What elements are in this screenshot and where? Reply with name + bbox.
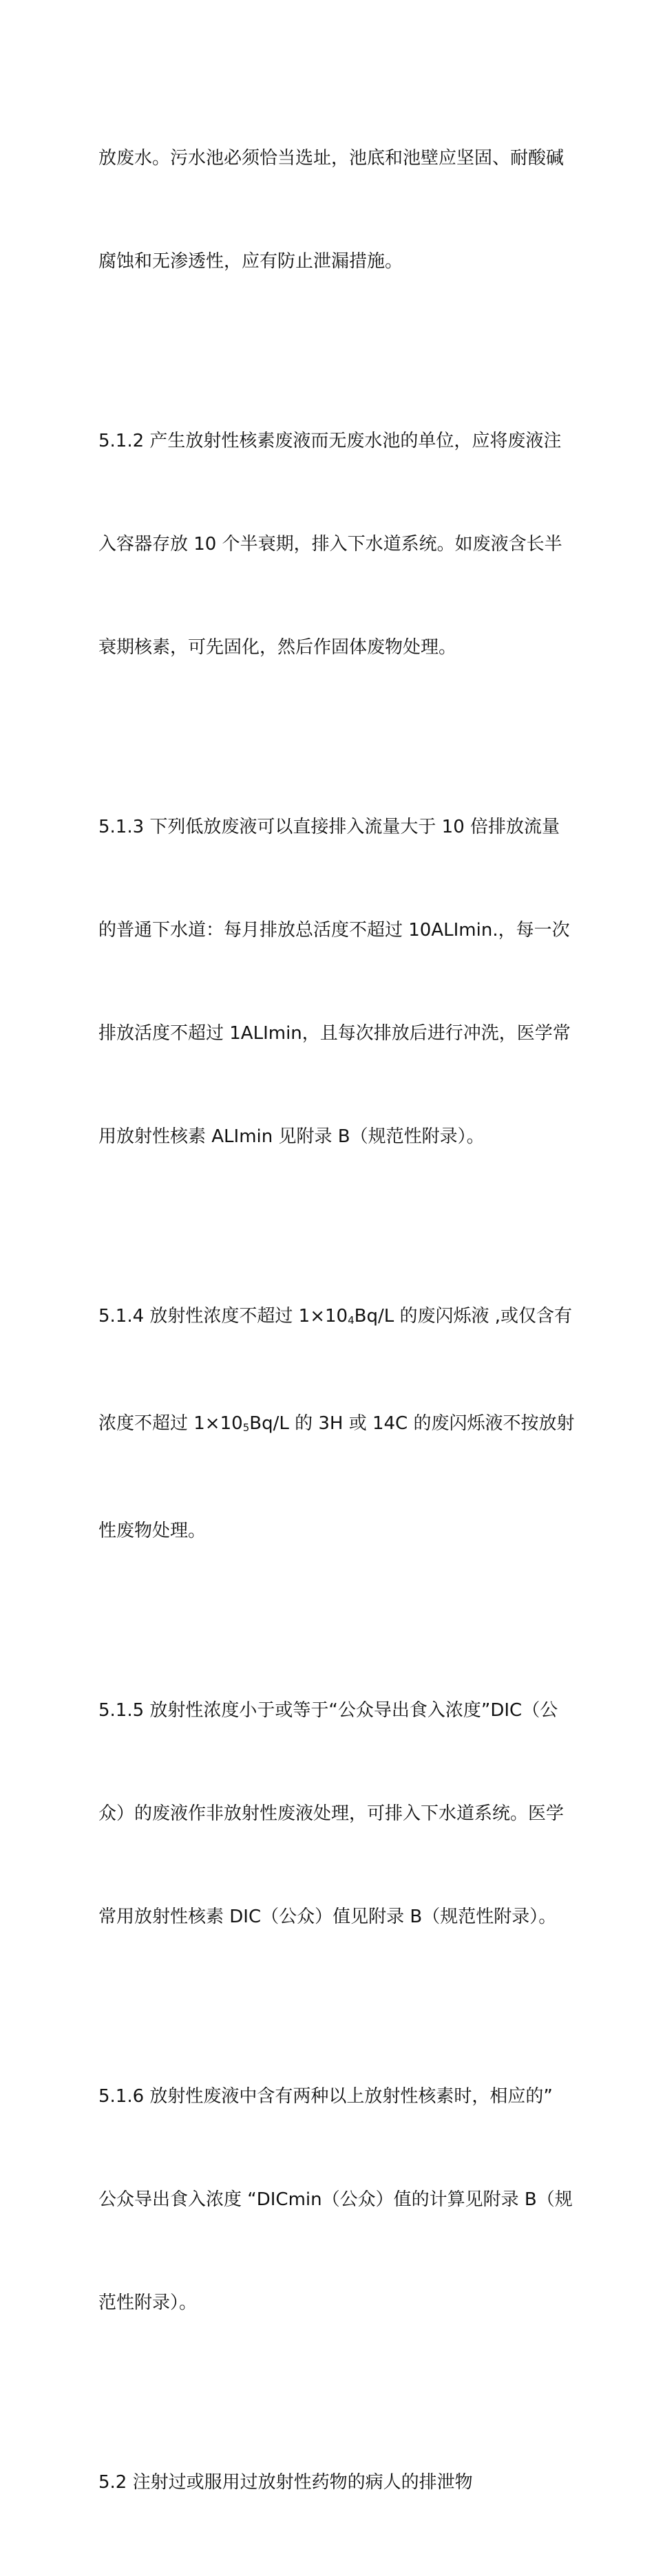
- text-line: [98, 1299, 573, 1338]
- text-line: 性废物处理。: [98, 1521, 207, 1541]
- text-segment: 浓度不超过 1×10: [98, 1413, 243, 1434]
- text-line: 5.1.2 产生放射性核素废液而无废水池的单位，应将废液注: [98, 431, 562, 451]
- subscript-exponent: 4: [348, 1314, 355, 1327]
- text-line: 的普通下水道：每月排放总活度不超过 10ALImin.，每一次: [98, 920, 570, 941]
- text-line: 5.1.5 放射性浓度小于或等于“公众导出食入浓度”DIC（公: [98, 1700, 558, 1721]
- document-body: [98, 72, 575, 2576]
- text-line: 用放射性核素 ALImin 见附录 B（规范性附录）。: [98, 1126, 485, 1147]
- text-line: 5.1.6 放射性废液中含有两种以上放射性核素时，相应的”: [98, 2086, 553, 2107]
- paragraph-5-1-2: [98, 355, 567, 733]
- text-line: 腐蚀和无渗透性，应有防止泄漏措施。: [98, 251, 403, 272]
- paragraph-5-1-6: [98, 2010, 573, 2389]
- text-line: 排放活度不超过 1ALImin，且每次排放后进行冲洗，医学常: [98, 1023, 571, 1044]
- text-line: 放废水。污水池必须恰当选址，池底和池壁应坚固、耐酸碱: [98, 148, 565, 169]
- text-line: 公众导出食入浓度 “DICmin（公众）值的计算见附录 B（规: [98, 2189, 573, 2210]
- paragraph-5-1-1-continuation: [98, 72, 567, 347]
- text-line: 入容器存放 10 个半衰期，排入下水道系统。如废液含长半: [98, 534, 562, 555]
- paragraph-5-1-3: [98, 741, 571, 1223]
- text-segment: Bq/L 的 3H 或 14C 的废闪烁液不按放射: [249, 1413, 575, 1434]
- text-segment: 5.1.4 放射性浓度不超过 1×10: [98, 1306, 348, 1327]
- text-line: 衰期核素，可先固化，然后作固体废物处理。: [98, 637, 457, 658]
- text-line: 5.2 注射过或服用过放射性药物的病人的排泄物: [98, 2472, 473, 2493]
- paragraph-5-1-5: [98, 1624, 567, 2003]
- paragraph-5-1-4: [98, 1230, 575, 1617]
- text-line: [98, 1406, 575, 1445]
- text-line: 常用放射性核素 DIC（公众）值见附录 B（规范性附录）。: [98, 1907, 557, 1927]
- text-line: 5.1.3 下列低放废液可以直接排入流量大于 10 倍排放流量: [98, 817, 560, 837]
- section-heading-5-2: [98, 2396, 567, 2568]
- text-segment: Bq/L 的废闪烁液 ,或仅含有: [354, 1306, 573, 1327]
- text-line: 范性附录）。: [98, 2293, 198, 2313]
- text-line: 众）的废液作非放射性废液处理，可排入下水道系统。医学: [98, 1803, 565, 1824]
- subscript-exponent: 5: [242, 1421, 250, 1434]
